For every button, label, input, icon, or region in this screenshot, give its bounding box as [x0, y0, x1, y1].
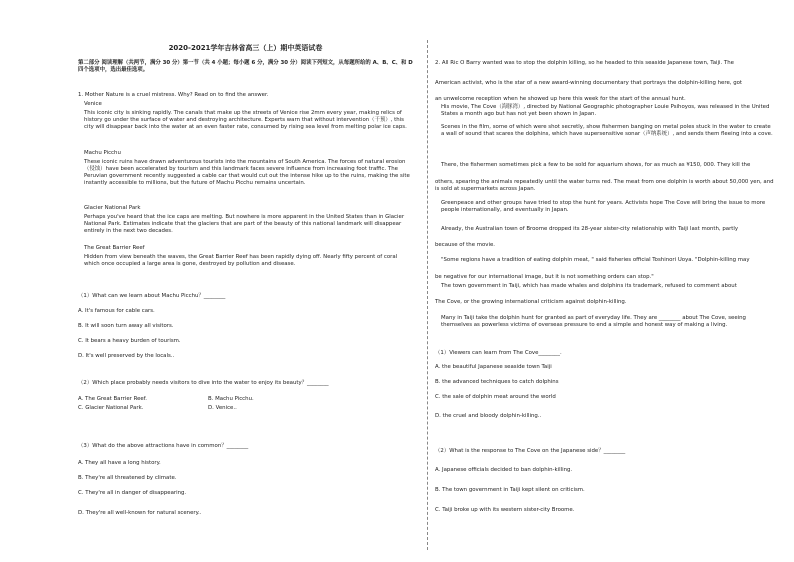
p2q1-option-a[interactable]: A. the beautiful Japanese seaside town Taiji — [435, 364, 552, 370]
right-column — [435, 0, 775, 562]
question-2-2-stem: （2）What is the response to The Cove on the Japanese side？________ — [435, 448, 626, 454]
heading-glacier: Glacier National Park — [84, 205, 141, 211]
passage2-line-j: "Some regions have a tradition of eating dolphin meat, " said fisheries official Toshinori Uoya. "Dolphin-killing may — [441, 257, 750, 263]
heading-reef: The Great Barrier Reef — [84, 245, 145, 251]
passage2-line-k: be negative for our international image, but it is not something orders can stop." — [435, 274, 654, 280]
p2q1-option-d[interactable]: D. the cruel and bloody dolphin-killing.. — [435, 413, 542, 419]
q1-option-c[interactable]: C. It bears a heavy burden of tourism. — [78, 338, 181, 344]
q3-option-d[interactable]: D. They're all well-known for natural scenery.. — [78, 510, 202, 516]
question-2-1-stem: （1）Viewers can learn from The Cove________. — [435, 350, 562, 356]
paragraph-reef: Hidden from view beneath the waves, the Great Barrier Reef has been rapidly dying off. Nearly fifty percent of coral which once occupied a large area is gone, destroyed by pollution and disease. — [84, 254, 398, 267]
passage2-line-b: an unwelcome reception when he showed up here this week for the start of the annual hunt. — [435, 96, 686, 102]
passage2-line-m: The Cove, or the growing international criticism against dolphin-killing. — [435, 299, 627, 305]
column-divider — [427, 40, 428, 550]
passage2-line-l: The town government in Taiji, which has made whales and dolphins its trademark, refused to comment about — [441, 283, 737, 289]
p2q2-option-c[interactable]: C. Taiji broke up with its western sister-city Broome. — [435, 507, 575, 513]
passage1-intro: 1. Mother Nature is a cruel mistress. Why? Read on to find the answer. — [78, 92, 269, 98]
q1-option-a[interactable]: A. It's famous for cable cars. — [78, 308, 155, 314]
q2-option-d[interactable]: D. Venice.. — [208, 405, 237, 411]
passage2-line-a: American activist, who is the star of a new award-winning documentary that portrays the dolphin-killing here, got — [435, 80, 743, 86]
q3-option-a[interactable]: A. They all have a long history. — [78, 460, 161, 466]
exam-title: 2020-2021学年吉林省高三（上）期中英语试卷 — [168, 44, 323, 52]
question-1-stem: （1）What can we learn about Machu Picchu？________ — [78, 293, 226, 299]
left-column — [78, 0, 413, 562]
passage2-intro: 2. All Ric O Barry wanted was to stop the dolphin killing, so he headed to this seaside Japanese town, Taiji. The — [435, 60, 734, 66]
paragraph-glacier: Perhaps you've heard that the ice caps are melting. But nowhere is more apparent in the United States than in Glacier National Park. Estimates indicate that the glaciers that are part of the beauty of this national landmark will disappear entirely in the next two decades. — [84, 214, 405, 234]
section-header: 第二部分 阅读理解（共两节，满分 30 分）第一节（共 4 小题；每小题 6 分，满分 30 分）阅读下列短文，从每题所给的 A、B、C、和 D 四个选项中，选出最佳选项。 — [78, 60, 413, 73]
passage2-para-c: His movie, The Cove（海豚湾）, directed by National Geographic photographer Louie Psihoyos, was released in the United States a month ago but has not yet been shown in Japan. — [441, 104, 770, 117]
passage2-line-e: There, the fishermen sometimes pick a few to be sold for aquarium shows, for as much as ¥150, 000. They kill the — [441, 162, 751, 168]
q2-option-b[interactable]: B. Machu Picchu. — [208, 396, 254, 402]
passage2-para-g: Greenpeace and other groups have tried to stop the hunt for years. Activists hope The Cove will bring the issue to more people internationally, and eventually in Japan. — [441, 200, 766, 213]
q3-option-c[interactable]: C. They're all in danger of disappearing. — [78, 490, 187, 496]
passage2-para-n: Many in Taiji take the dolphin hunt for granted as part of everyday life. They are ________ about The Cove, seeing themselves as powerless victims of overseas pressure to end a simple and honest way of making a living. — [441, 315, 746, 328]
passage2-para-d: Scenes in the film, some of which were shot secretly, show fishermen banging on metal poles stuck in the water to create a wall of sound that scares the dolphins, which have supersensitive sonar（声纳系统）, and sends them fleeing into a cove. — [441, 124, 773, 137]
heading-machu-picchu: Machu Picchu — [84, 150, 121, 156]
paragraph-machu-picchu: These iconic ruins have drawn adventurous tourists into the mountains of South America. The forces of natural erosion（侵蚀）have been accelerated by tourism and this landmark faces severe influence from increasing foot traffic. The Peruvian government recently suggested a cable car that would cut out the intense hike up to the ruins, making the site instantly accessible to millions, but the future of Machu Picchu remains uncertain. — [84, 159, 410, 186]
passage2-para-f: others, spearing the animals repeatedly until the water turns red. The meat from one dolphin is worth about 50,000 yen, and is sold at supermarkets across Japan. — [435, 179, 774, 192]
q3-option-b[interactable]: B. They're all threatened by climate. — [78, 475, 177, 481]
question-3-stem: （3）What do the above attractions have in common？________ — [78, 443, 249, 449]
p2q2-option-b[interactable]: B. The town government in Taiji kept silent on criticism. — [435, 487, 585, 493]
p2q1-option-c[interactable]: C. the sale of dolphin meat around the world — [435, 394, 556, 400]
passage2-line-i: because of the movie. — [435, 242, 495, 248]
p2q1-option-b[interactable]: B. the advanced techniques to catch dolphins — [435, 379, 559, 385]
q1-option-d[interactable]: D. It's well preserved by the locals.. — [78, 353, 175, 359]
passage2-line-h: Already, the Australian town of Broome dropped its 28-year sister-city relationship with Taiji last month, partly — [441, 226, 739, 232]
question-2-stem: （2）Which place probably needs visitors to dive into the water to enjoy its beauty？________ — [78, 380, 329, 386]
paragraph-venice: This iconic city is sinking rapidly. The canals that make up the streets of Venice rise 2mm every year, making relics of history go under the surface of water and destroying architecture. Experts warn that without intervention（干预）, this city will disappear back into the water at an even faster rate, consumed by rising sea level from melting polar ice caps. — [84, 110, 407, 130]
q2-option-c[interactable]: C. Glacier National Park. — [78, 405, 144, 411]
q1-option-b[interactable]: B. It will soon turn away all visitors. — [78, 323, 174, 329]
q2-option-a[interactable]: A. The Great Barrier Reef. — [78, 396, 147, 402]
p2q2-option-a[interactable]: A. Japanese officials decided to ban dolphin-killing. — [435, 467, 573, 473]
heading-venice: Venice — [84, 101, 102, 107]
